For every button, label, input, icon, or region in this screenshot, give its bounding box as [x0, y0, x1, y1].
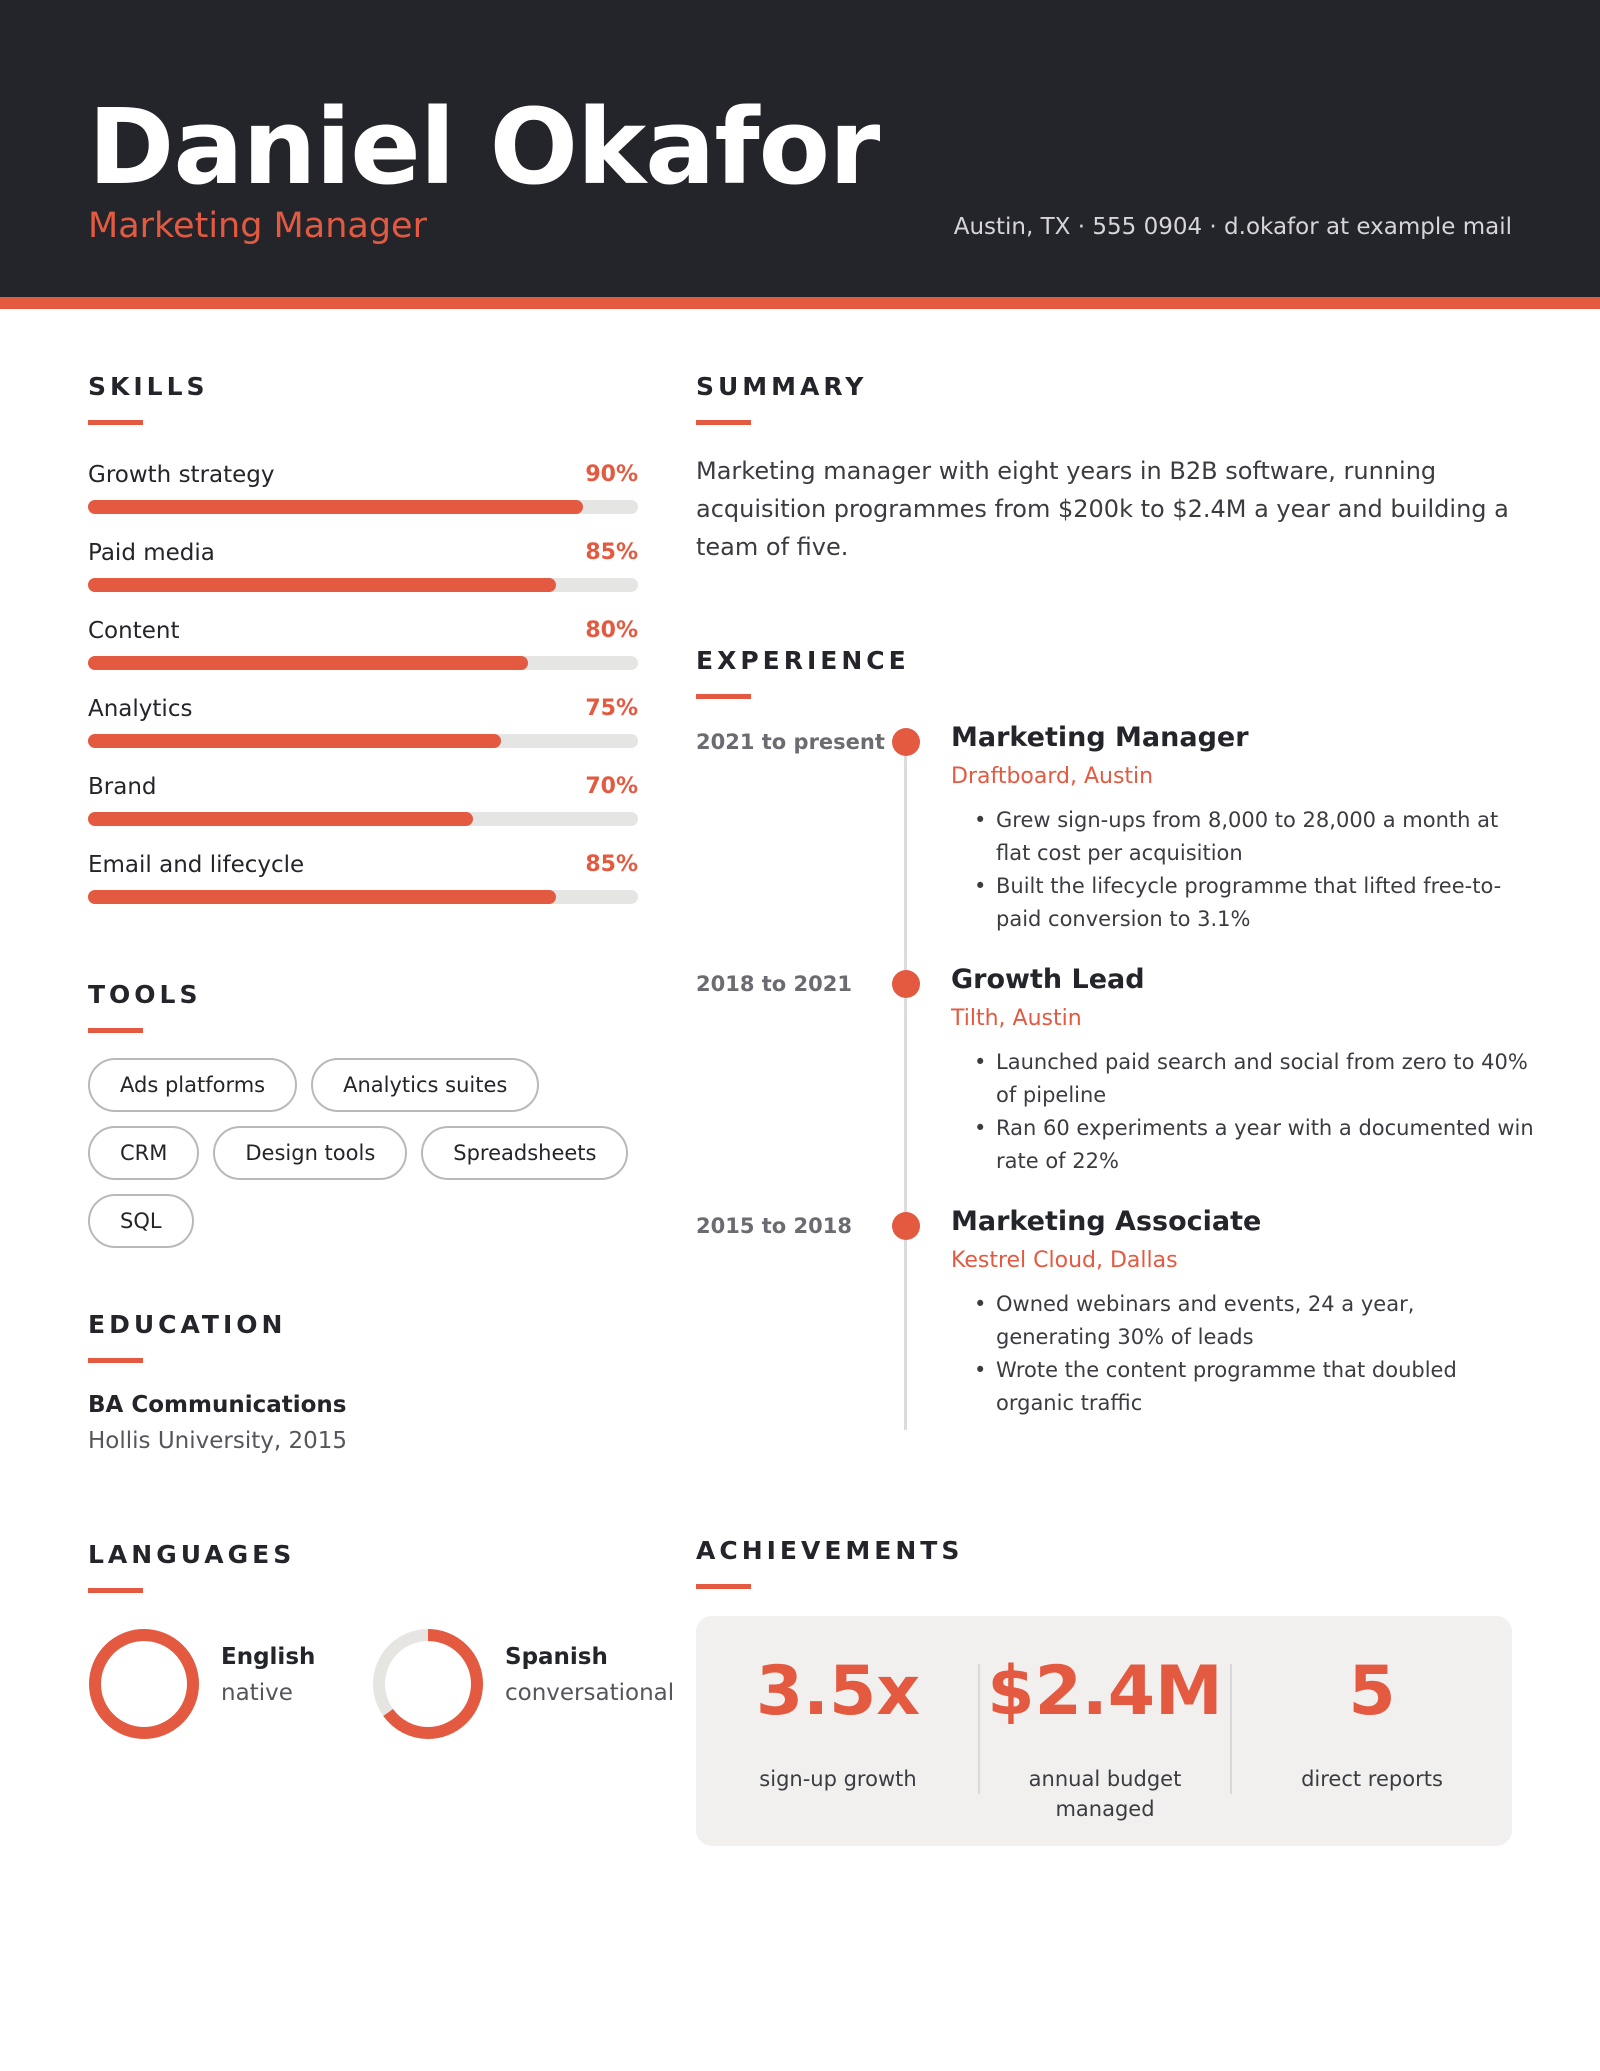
skill-name: Growth strategy — [88, 462, 275, 488]
job-bullets — [974, 804, 1534, 936]
section-rule — [696, 420, 751, 425]
language-item — [372, 1628, 675, 1748]
section-rule — [88, 1588, 143, 1593]
achievement-value: 5 — [1348, 1652, 1396, 1731]
languages-section — [88, 1540, 688, 1706]
job-title: Marketing Associate — [951, 1206, 1262, 1237]
section-rule — [88, 420, 143, 425]
section-title: ACHIEVEMENTS — [696, 1536, 964, 1565]
job-bullet: • Ran 60 experiments a year with a documented win rate of 22% — [974, 1112, 1534, 1178]
education-section — [88, 1310, 648, 1454]
section-rule — [88, 1358, 143, 1363]
skill-name: Email and lifecycle — [88, 852, 305, 878]
timeline-dot-icon — [892, 970, 920, 998]
proficiency-ring-icon — [88, 1628, 200, 1740]
skill-bar-fill — [88, 812, 473, 826]
job-title: Growth Lead — [951, 964, 1145, 995]
proficiency-ring-icon — [372, 1628, 484, 1740]
skill-item — [88, 618, 638, 696]
skill-percent: 70% — [585, 774, 638, 799]
section-title: SKILLS — [88, 372, 209, 401]
skill-percent: 75% — [585, 696, 638, 721]
skill-percent: 85% — [585, 540, 638, 565]
section-title: SUMMARY — [696, 372, 868, 401]
skill-item — [88, 774, 638, 852]
section-title: TOOLS — [88, 980, 202, 1009]
language-level: conversational — [505, 1680, 675, 1706]
job-company: Tilth, Austin — [951, 1006, 1082, 1031]
skill-bar-fill — [88, 578, 556, 592]
section-title: LANGUAGES — [88, 1540, 296, 1569]
timeline-line — [904, 742, 907, 1430]
skill-bar-track — [88, 890, 638, 904]
skill-percent: 80% — [585, 618, 638, 643]
achievement-label: sign-up growth — [759, 1767, 917, 1791]
education-degree: BA Communications — [88, 1392, 347, 1418]
timeline-dot-icon — [892, 1212, 920, 1240]
section-title: EXPERIENCE — [696, 646, 910, 675]
skill-bar-track — [88, 812, 638, 826]
skill-name: Brand — [88, 774, 157, 800]
summary-section — [696, 372, 1516, 561]
skill-percent: 85% — [585, 852, 638, 877]
language-name: English — [221, 1644, 316, 1670]
skill-percent: 90% — [585, 462, 638, 487]
achievements-panel — [696, 1616, 1512, 1846]
achievements-section — [696, 1536, 1512, 1821]
skill-item — [88, 540, 638, 618]
tool-chip-list — [88, 1058, 648, 1248]
skill-name: Paid media — [88, 540, 215, 566]
skill-bar-track — [88, 656, 638, 670]
skill-bar-track — [88, 734, 638, 748]
tool-chip: Analytics suites — [311, 1058, 539, 1112]
language-name: Spanish — [505, 1644, 608, 1670]
candidate-name: Daniel Okafor — [88, 86, 880, 208]
skill-bar-fill — [88, 734, 501, 748]
section-title: EDUCATION — [88, 1310, 287, 1339]
skill-list — [88, 462, 638, 930]
job-bullet: • Owned webinars and events, 24 a year, generating 30% of leads — [974, 1288, 1534, 1354]
skill-item — [88, 696, 638, 774]
achievement-label: direct reports — [1301, 1767, 1443, 1791]
skill-item — [88, 852, 638, 930]
tool-chip: SQL — [88, 1194, 194, 1248]
job-bullet: • Grew sign-ups from 8,000 to 28,000 a month at flat cost per acquisition — [974, 804, 1534, 870]
header-accent-rule — [0, 297, 1600, 309]
tool-chip: Spreadsheets — [421, 1126, 628, 1180]
candidate-role: Marketing Manager — [88, 206, 427, 246]
skill-bar-fill — [88, 656, 528, 670]
experience-section — [696, 646, 1534, 1415]
language-level: native — [221, 1680, 293, 1706]
achievement-value: $2.4M — [987, 1652, 1223, 1731]
job-dates: 2015 to 2018 — [696, 1214, 852, 1238]
achievement-item — [1232, 1616, 1512, 1846]
job-company: Draftboard, Austin — [951, 764, 1154, 789]
job-bullet: • Built the lifecycle programme that lifted free-to-paid conversion to 3.1% — [974, 870, 1534, 936]
skill-name: Content — [88, 618, 180, 644]
job-title: Marketing Manager — [951, 722, 1249, 753]
skills-section — [88, 372, 638, 878]
summary-text: Marketing manager with eight years in B2B software, running acquisition programmes from $200k to $2.4M a year and building a team of five. — [696, 457, 1509, 561]
job-dates: 2021 to present — [696, 730, 885, 754]
achievement-label: annual budget managed — [1028, 1767, 1182, 1821]
job-bullets — [974, 1046, 1534, 1178]
section-rule — [696, 694, 751, 699]
tool-chip: Ads platforms — [88, 1058, 297, 1112]
job-dates: 2018 to 2021 — [696, 972, 852, 996]
tool-chip: CRM — [88, 1126, 199, 1180]
contact-info: Austin, TX · 555 0904 · d.okafor at example mail — [953, 214, 1512, 240]
section-rule — [696, 1584, 751, 1589]
job-bullets — [974, 1288, 1534, 1420]
tools-section — [88, 980, 648, 1233]
timeline-dot-icon — [892, 728, 920, 756]
achievement-item — [980, 1616, 1230, 1846]
skill-bar-track — [88, 578, 638, 592]
skill-bar-fill — [88, 890, 556, 904]
skill-item — [88, 462, 638, 540]
header — [0, 0, 1600, 297]
job-bullet: • Launched paid search and social from zero to 40% of pipeline — [974, 1046, 1534, 1112]
skill-name: Analytics — [88, 696, 193, 722]
education-school: Hollis University, 2015 — [88, 1428, 348, 1454]
tool-chip: Design tools — [213, 1126, 407, 1180]
section-rule — [88, 1028, 143, 1033]
achievement-item — [696, 1616, 980, 1846]
skill-bar-track — [88, 500, 638, 514]
job-bullet: • Wrote the content programme that doubled organic traffic — [974, 1354, 1534, 1420]
language-item — [88, 1628, 388, 1748]
job-company: Kestrel Cloud, Dallas — [951, 1248, 1178, 1273]
achievement-value: 3.5x — [755, 1652, 921, 1731]
skill-bar-fill — [88, 500, 583, 514]
